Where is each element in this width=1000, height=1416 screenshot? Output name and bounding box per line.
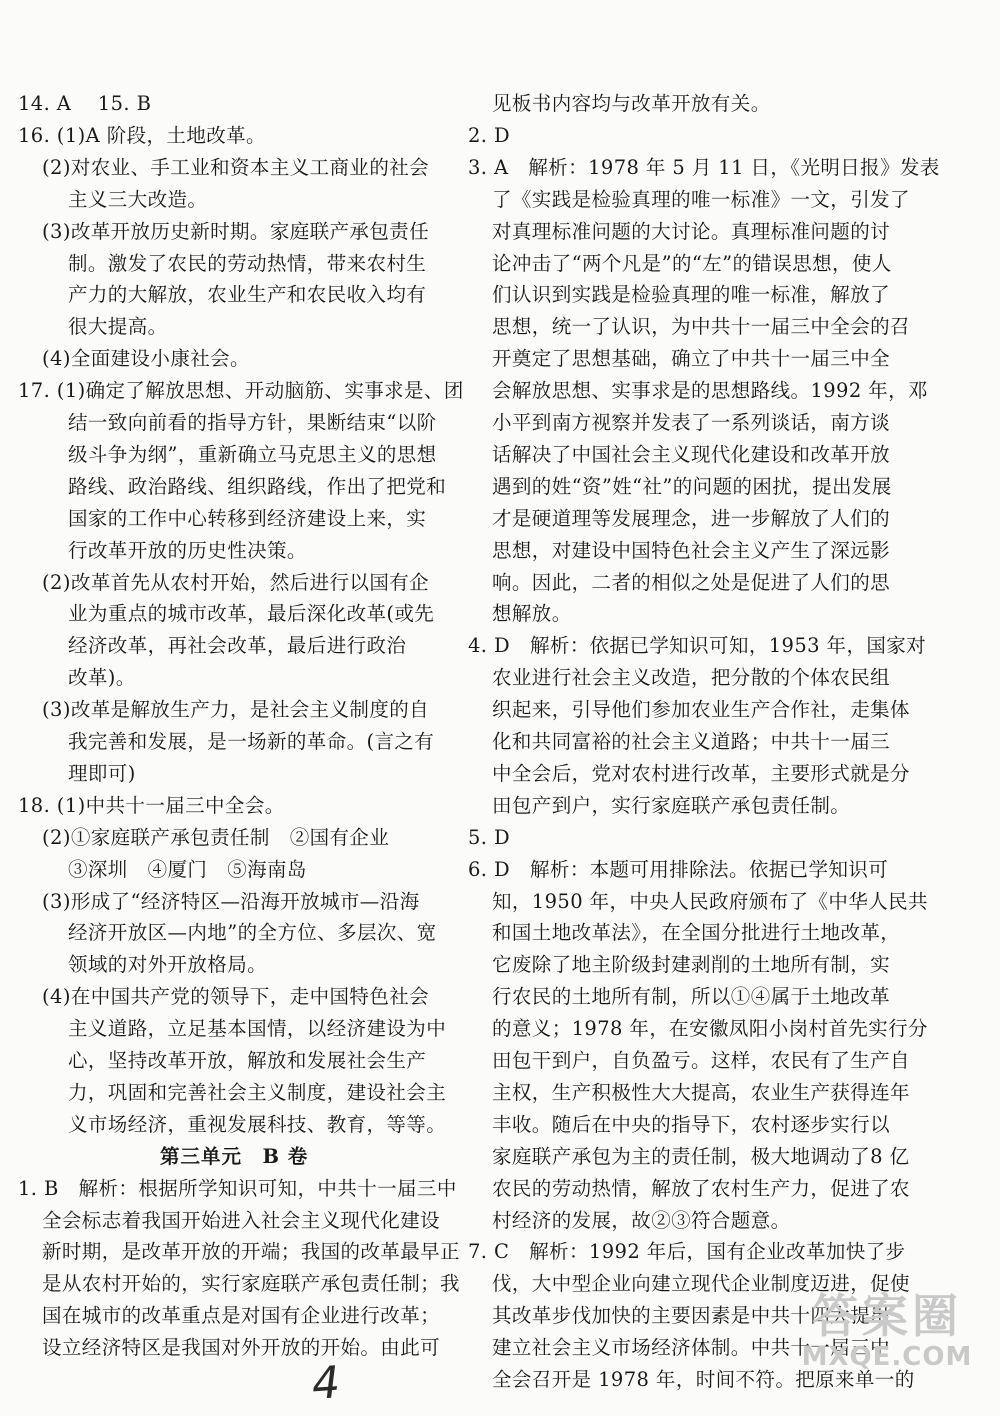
text-line: 主义三大改造。: [68, 187, 208, 211]
text-line: 才是硬道理等发展理念，进一步解放了人们的: [492, 506, 891, 530]
text-line: 2. D: [468, 123, 511, 147]
text-line: 全会召开是 1978 年，时间不符。把原来单一的: [492, 1368, 915, 1391]
text-line: 开奠定了思想基础，确立了中共十一届三中全: [492, 347, 891, 371]
text-line: 3. A 解析：1978 年 5 月 11 日，《光明日报》发表: [468, 155, 940, 179]
text-line: 其改革步伐加快的主要因素是中共十四大提出: [492, 1304, 891, 1328]
text-line: (2)对农业、手工业和资本主义工商业的社会: [42, 155, 430, 179]
text-line: 1. B 解析：根据所学知识可知，中共十一届三中: [18, 1176, 457, 1200]
text-line: 义市场经济，重视发展科技、教育，等等。: [68, 1112, 447, 1136]
text-line: (3)改革开放历史新时期。家庭联产承包责任: [42, 219, 430, 243]
text-line: (3)改革是解放生产力，是社会主义制度的自: [42, 698, 430, 722]
text-line: 化和共同富裕的社会主义道路；中共十一届三: [492, 730, 891, 753]
text-line: 的意义；1978 年，在安徽凤阳小岗村首先实行分: [492, 1017, 928, 1041]
text-line: 们认识到实践是检验真理的唯一标准，解放了: [492, 283, 891, 307]
watermark-url: MXQE.COM: [801, 1342, 973, 1372]
text-line: 心，坚持改革开放，解放和发展社会生产: [68, 1049, 427, 1072]
text-line: 思想，对建设中国特色社会主义产生了深远影: [492, 538, 891, 562]
text-line: (4)在中国共产党的领导下，走中国特色社会: [42, 985, 430, 1009]
text-line: 4. D 解析：依据已学知识可知，1953 年，国家对: [468, 634, 927, 658]
text-line: 建立社会主义市场经济体制。中共十一届三中: [492, 1336, 891, 1360]
text-line: 农民的劳动热情，解放了农村生产力，促进了农: [492, 1176, 910, 1200]
text-line: 织起来，引导他们参加农业生产合作社，走集体: [492, 698, 910, 722]
section-heading: 第三单元 B 卷: [160, 1144, 309, 1168]
text-line: 国在城市的改革重点是对国有企业进行改革；: [42, 1304, 441, 1328]
text-line: 话解决了中国社会主义现代化建设和改革开放: [492, 442, 891, 466]
text-line: 力，巩固和完善社会主义制度，建设社会主: [68, 1080, 447, 1104]
text-line: 7. C 解析：1992 年后，国有企业改革加快了步: [468, 1240, 906, 1264]
text-line: 制。激发了农民的劳动热情，带来农村生: [68, 251, 427, 275]
text-line: (2)①家庭联产承包责任制 ②国有企业: [42, 825, 390, 849]
text-line: 中全会后，党对农村进行改革，主要形式就是分: [492, 761, 910, 785]
text-line: 很大提高。: [68, 315, 168, 339]
text-line: 18. (1)中共十一届三中全会。: [18, 793, 285, 817]
text-line: 思想，统一了认识，为中共十一届三中全会的召: [492, 315, 910, 339]
text-line: (3)形成了“经济特区—沿海开放城市—沿海: [42, 889, 420, 913]
text-line: 理即可): [68, 761, 136, 785]
text-line: 经济开放区—内地”的全方位、多层次、宽: [68, 921, 437, 945]
watermark-logo: [792, 1278, 982, 1390]
text-line: 16. (1)A 阶段，土地改革。: [18, 123, 266, 147]
text-line: (4)全面建设小康社会。: [42, 347, 250, 371]
text-line: 行改革开放的历史性决策。: [68, 538, 307, 562]
text-line: 见板书内容均与改革开放有关。: [492, 92, 771, 115]
text-line: 伐，大中型企业向建立现代企业制度迈进，促使: [492, 1272, 910, 1296]
text-line: 丰收。随后在中央的指导下，农村逐步实行以: [492, 1112, 891, 1136]
handwritten-page-number: 4: [310, 1357, 342, 1410]
text-line: 知，1950 年，中央人民政府颁布了《中华人民共: [492, 889, 928, 913]
text-line: 响。因此，二者的相似之处是促进了人们的思: [492, 570, 891, 594]
text-line: 领域的对外开放格局。: [68, 953, 268, 977]
text-line: 6. D 解析：本题可用排除法。依据已学知识可: [468, 857, 889, 881]
text-line: 路线、政治路线、组织路线，作出了把党和: [68, 474, 447, 498]
text-line: 对真理标准问题的大讨论。真理标准问题的讨: [492, 219, 891, 243]
text-line: 改革)。: [68, 666, 136, 690]
text-line: 会解放思想、实事求是的思想路线。1992 年，邓: [492, 379, 928, 403]
text-line: 了《实践是检验真理的唯一标准》一文，引发了: [492, 187, 910, 211]
text-line: 和国土地改革法》，在全国分批进行土地改革，: [492, 921, 901, 945]
text-line: 小平到南方视察并发表了一系列谈话，南方谈: [492, 411, 891, 434]
text-line: 想解放。: [492, 602, 572, 626]
text-line: 5. D: [468, 825, 511, 849]
text-line: 家庭联产承包为主的责任制，极大地调动了8 亿: [492, 1144, 910, 1168]
text-line: 国家的工作中心转移到经济建设上来，实: [68, 506, 427, 530]
text-line: 主义道路，立足基本国情，以经济建设为中: [68, 1017, 447, 1041]
text-line: 经济改革，再社会改革，最后进行政治: [68, 634, 407, 658]
text-line: 田包产到户，实行家庭联产承包责任制。: [492, 793, 851, 817]
text-line: 是从农村开始的，实行家庭联产承包责任制；我: [42, 1272, 460, 1296]
text-line: ③深圳 ④厦门 ⑤海南岛: [68, 857, 307, 881]
text-line: 它废除了地主阶级封建剥削的土地所有制，实: [492, 953, 891, 977]
text-line: 业为重点的城市改革，最后深化改革(或先: [68, 602, 435, 626]
text-line: 结一致向前看的指导方针，果断结束“以阶: [68, 411, 437, 434]
text-line: 农业进行社会主义改造，把分散的个体农民组: [492, 666, 891, 690]
text-line: 设立经济特区是我国对外开放的开始。由此可: [42, 1336, 441, 1360]
text-line: 论冲击了“两个凡是”的“左”的错误思想，使人: [492, 251, 892, 275]
text-line: 村经济的发展，故②③符合题意。: [492, 1208, 791, 1232]
text-line: 主权，生产积极性大大提高，农业生产获得连年: [492, 1080, 910, 1104]
text-line: 行农民的土地所有制，所以①④属于土地改革: [492, 985, 891, 1009]
text-line: 我完善和发展，是一场新的革命。(言之有: [68, 730, 435, 753]
text-line: 产力的大解放，农业生产和农民收入均有: [68, 283, 427, 307]
text-line: 遇到的姓“资”姓“社”的问题的困扰，提出发展: [492, 474, 892, 498]
text-line: 级斗争为纲”，重新确立马克思主义的思想: [68, 442, 437, 466]
text-line: 田包干到户，自负盈亏。这样，农民有了生产自: [492, 1049, 910, 1072]
text-line: 17. (1)确定了解放思想、开动脑筋、实事求是、团: [18, 379, 464, 403]
text-line: 全会标志着我国开始进入社会主义现代化建设: [42, 1208, 441, 1232]
text-line: 新时期，是改革开放的开端；我国的改革最早正: [42, 1240, 460, 1264]
text-line: (2)改革首先从农村开始，然后进行以国有企: [42, 570, 430, 594]
watermark-title: 答案圈: [812, 1289, 962, 1343]
text-line: 14. A 15. B: [18, 92, 152, 115]
